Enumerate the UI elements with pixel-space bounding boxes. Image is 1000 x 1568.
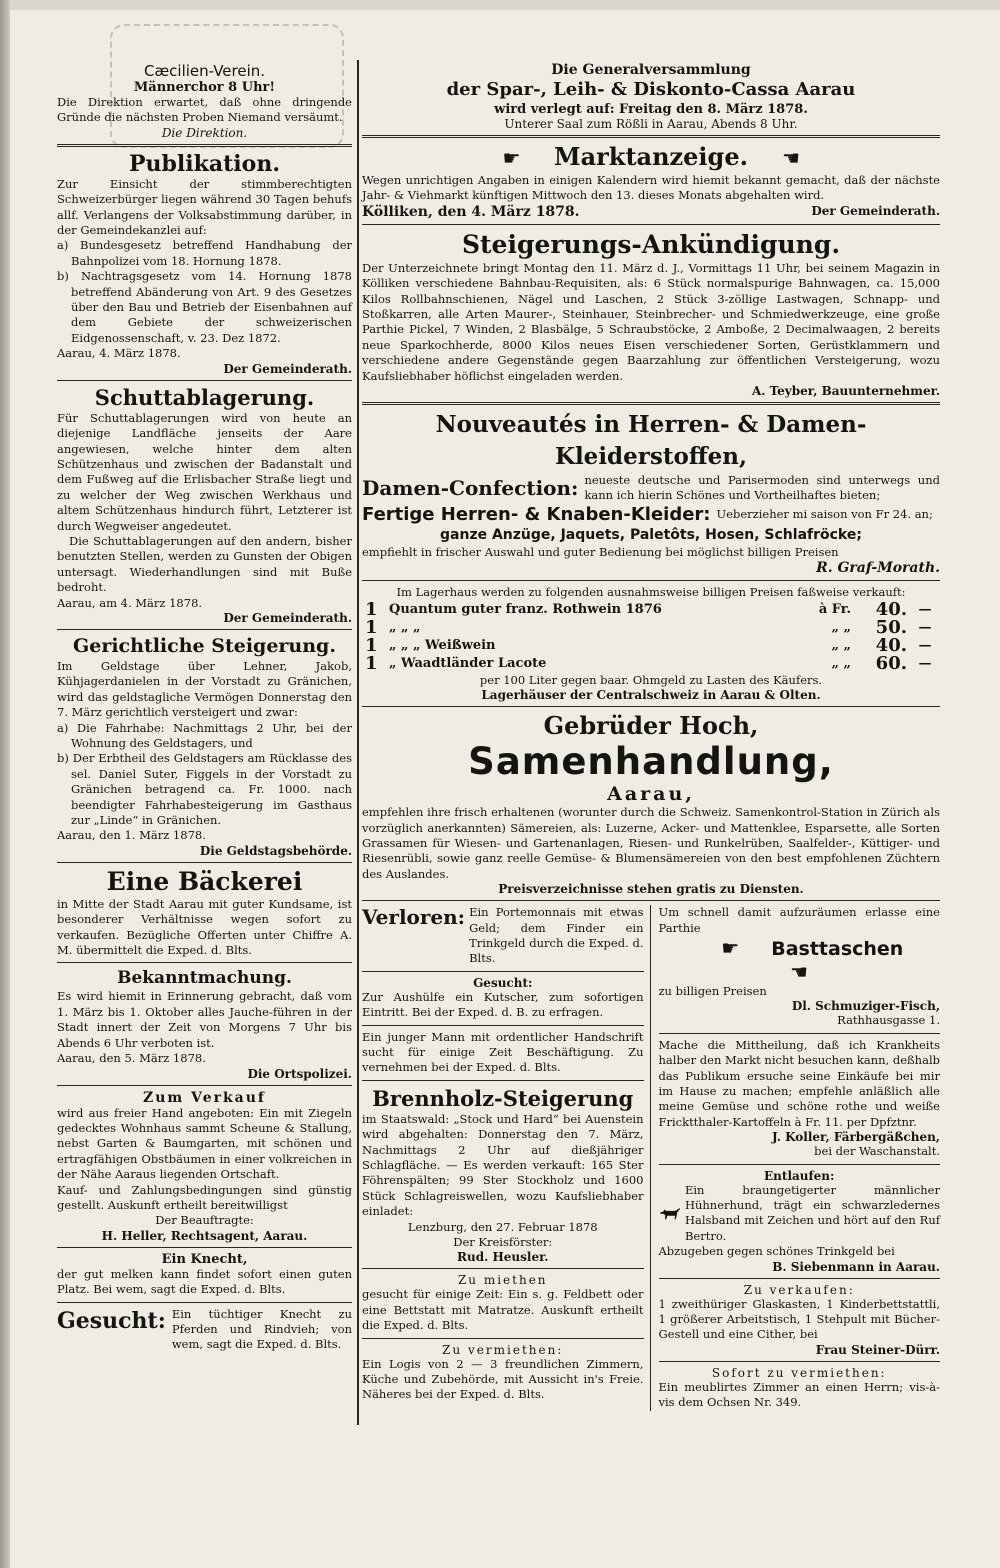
brennholz-role: Der Kreisförster:	[453, 1235, 553, 1250]
divider	[362, 706, 940, 707]
bekannt-title: Bekanntmachung.	[117, 968, 292, 989]
caecilien-sub: Männerchor 8 Uhr!	[133, 80, 276, 95]
brennholz-date: Lenzburg, den 27. Februar 1878	[407, 1219, 598, 1234]
baeckerei-notice	[57, 867, 352, 959]
wine-prefix: à Fr.	[818, 601, 851, 617]
page-edge	[0, 0, 10, 1568]
miethen-notice	[362, 1273, 644, 1333]
bekannt-signature: Die Ortspolizei.	[247, 1066, 352, 1081]
divider	[57, 144, 352, 147]
pointing-hand-icon: ☛	[721, 935, 740, 960]
verkauf-notice	[57, 1090, 352, 1243]
wine-prefix: „ „	[831, 637, 851, 653]
miethen-title: Zu miethen	[457, 1273, 548, 1288]
pointing-hand-icon: ☛	[790, 959, 809, 984]
publikation-intro: Zur Einsicht der stimmberechtigten Schweizerbürger liegen während 30 Tagen behufs allf. Verlangens der Volksabstimmung darüber, in der Gemeindekanzlei auf:	[57, 176, 352, 238]
wine-name: „ Waadtländer Lacote	[389, 655, 547, 671]
markt-signature: Der Gemeinderath.	[811, 203, 940, 218]
bekannt-date: Aarau, den 5. März 1878.	[57, 1051, 206, 1066]
wine-prefix: „ „	[831, 619, 851, 635]
divider	[362, 402, 940, 405]
divider	[57, 380, 352, 381]
gericht-notice	[57, 634, 352, 858]
publikation-signature: Der Gemeinderath.	[223, 361, 352, 376]
caecilien-signature: Die Direktion.	[161, 125, 248, 140]
publikation-notice	[57, 151, 352, 376]
koller-notice	[659, 1038, 941, 1160]
bekannt-notice	[57, 967, 352, 1080]
lagerhaus-notice	[362, 585, 940, 702]
basttaschen-body: zu billigen Preisen	[658, 983, 767, 998]
wine-price: 50.	[875, 616, 907, 638]
verkauf-agent: Der Beauftragte:	[155, 1213, 254, 1228]
divider	[659, 1164, 941, 1165]
steigerung-title: Steigerungs-Ankündigung.	[461, 229, 841, 259]
sofort-title: Sofort zu vermiethen:	[711, 1365, 887, 1380]
entlaufen-notice	[659, 1169, 941, 1274]
general-notice	[362, 62, 940, 131]
sofort-body: Ein meublirtes Zimmer an einen Herrn; vis-à-vis dem Ochsen Nr. 349.	[658, 1379, 940, 1410]
knecht-title: Ein Knecht,	[161, 1251, 248, 1267]
wine-name: „ „ „	[389, 619, 421, 635]
schutt-signature: Der Gemeinderath.	[223, 610, 352, 625]
zuverkaufen-signature: Frau Steiner-Dürr.	[815, 1342, 940, 1357]
gesucht-left-title: Gesucht:	[57, 1307, 166, 1334]
steigerung-body: Der Unterzeichnete bringt Montag den 11. März d. J., Vormittags 11 Uhr, bei seinem Magazin in Kölliken verschiedene Bahnbau-Requisiten, als: 6 Stück normalspurige Bahnwagen, ca. 15,000 Kilos Rollbahnschienen, Nägel und Laschen, 2 Stück 3-zöllige Lastwagen, Schnapp- und Stoßkarren, alle Arten Maurer-, Steinhauer, Steinbrecher- und Schmiedwerkzeuge, eine große Parthie Pickel, 7 Winden, 2 Blasbälge, 5 Schraubstöcke, 2 Amboße, 2 Decimalwaagen, 2 bereits neue Sparkochherde, 8000 Kilos neues Eisen verschiedener Sorten, Gerüstklammern und verschiedene andere Gegenstände gegen Baarzahlung zur öffentlichen Versteigerung, wozu Kaufsliebhaber höflichst eingeladen werden.	[362, 260, 940, 383]
knecht-body: der gut melken kann findet sofort einen guten Platz. Bei wem, sagt die Exped. d. Blts.	[57, 1266, 352, 1297]
schutt-title: Schuttablagerung.	[94, 384, 315, 410]
damen-text: neueste deutsche und Parisermoden sind unterwegs und kann ich hierin Schönes und Vortheilhaftes bieten;	[584, 473, 940, 503]
pointing-hand-icon: ☛	[781, 146, 800, 170]
vermiethen-body: Ein Logis von 2 — 3 freundlichen Zimmern, Küche und Zubehörde, mit Aussicht in's Freie. Näheres bei der Exped. d. Blts.	[362, 1356, 644, 1402]
divider	[362, 1080, 644, 1081]
brennholz-body: im Staatswald: „Stock und Hard“ bei Auenstein wird abgehalten: Donnerstag den 7. März, Nachmittags 2 Uhr auf dießjähriger Schlagfläche. — Es werden verkauft: 165 Ster Föhrenspälten; 99 Ster Stockholz und 1600 Stück Schlagreiswellen, wozu Kaufsliebhaber einladet:	[362, 1111, 644, 1219]
entlaufen-reward: Abzugeben gegen schönes Trinkgeld bei	[658, 1244, 895, 1259]
brennholz-title: Brennholz-Steigerung	[372, 1085, 634, 1111]
wine-dash: —	[918, 655, 932, 671]
wine-price: 40.	[875, 598, 907, 620]
caecilien-body: Die Direktion erwartet, daß ohne dringende Gründe die nächsten Proben Niemand versäumt.	[57, 95, 352, 125]
verloren-body: Ein Portemonnais mit etwas Geld; dem Finder ein Trinkgeld durch die Exped. d. Blts.	[469, 905, 644, 966]
gericht-item-b: b) Der Erbtheil des Geldstagers am Rücklasse des sel. Daniel Suter, Figgels in der Vorstadt zu Gränichen betragend ca. Fr. 1000. nach beendigter Fahrhabesteigerung im Gasthaus zur „Linde“ in Gränichen.	[57, 751, 352, 828]
verloren-notice	[362, 905, 644, 967]
divider	[659, 1033, 941, 1034]
left-column	[57, 62, 352, 1353]
verloren-title: Verloren:	[362, 905, 466, 930]
general-line-3: wird verlegt auf: Freitag den 8. März 1878.	[494, 102, 808, 117]
divider	[659, 1361, 941, 1362]
divider	[362, 135, 940, 138]
verkauf-body-2: Kauf- und Zahlungsbedingungen sind günstig gestellt. Auskunft ertheilt bereitwilligst	[57, 1182, 352, 1212]
wine-price: 60.	[875, 652, 907, 674]
wine-row	[362, 601, 940, 619]
koller-address: bei der Waschanstalt.	[814, 1144, 940, 1159]
bekannt-body: Es wird hiemit in Erinnerung gebracht, daß vom 1. März bis 1. Oktober alles Jauche-führen in der Stadt innert der Zeit von Morgens 7 Uhr bis Abends 6 Uhr verboten ist.	[57, 989, 352, 1050]
hoch-line-1: Gebrüder Hoch,	[543, 711, 759, 741]
wine-row	[362, 655, 940, 673]
gesucht-right-notice	[362, 976, 644, 1021]
entlaufen-body: Ein braungetigerter männlicher Hühnerhund, trägt ein schwarzledernes Halsband mit Zeichen und hört auf den Ruf Bertro.	[684, 1182, 940, 1243]
koller-body: Mache die Mittheilung, daß ich Krankheits halber den Markt nicht besuchen kann, deßhalb das Publikum ersuche seine Einkäufe bei mir im Hause zu machen; empfehle anläßlich alle meine Gemüse und schöne rothe und weiße Fricktthaler-Kartoffeln à Fr. 11. per Dpfztnr.	[658, 1037, 940, 1129]
general-line-4: Unterer Saal zum Rößli in Aarau, Abends 8 Uhr.	[504, 117, 798, 131]
divider	[57, 1247, 352, 1248]
gesucht-left-notice	[57, 1307, 352, 1353]
divider	[362, 580, 940, 581]
divider	[57, 862, 352, 863]
sofort-notice	[659, 1366, 941, 1411]
wine-dash: —	[918, 637, 932, 653]
wine-dash: —	[918, 619, 932, 635]
basttaschen-title: Basttaschen	[771, 937, 904, 960]
markt-body: Wegen unrichtigen Angaben in einigen Kalendern wird hiemit bekannt gemacht, daß der nächste Jahr- & Viehmarkt künftigen Mittwoch den 13. dieses Monats abgehalten wird.	[362, 173, 940, 203]
small-ads-right	[651, 905, 941, 1411]
markt-notice	[362, 142, 940, 220]
divider	[362, 900, 940, 901]
markt-title: Marktanzeige.	[554, 142, 748, 171]
wine-price-table	[362, 598, 940, 674]
divider	[57, 629, 352, 630]
lagerhaus-note: per 100 Liter gegen baar. Ohmgeld zu Lasten des Käufers.	[479, 672, 823, 687]
damen-title: Damen-Confection:	[362, 476, 579, 501]
pointing-hand-icon: ☛	[502, 146, 521, 170]
gericht-item-a: a) Die Fahrhabe: Nachmittags 2 Uhr, bei der Wohnung des Geldstagers, und	[57, 720, 352, 750]
verkauf-body: wird aus freier Hand angeboten: Ein mit Ziegeln gedecktes Wohnhaus sammt Scheune & Stallung, nebst Garten & Baumgarten, mit schönen und ertragfähigen Obstbäumen in einer volkreichen in der Nähe Aaraus liegenden Ortschaft.	[57, 1105, 352, 1182]
koller-signature: J. Koller, Färbergäßchen,	[772, 1130, 940, 1145]
lagerhaus-signature: Lagerhäuser der Centralschweiz in Aarau & Olten.	[481, 688, 821, 703]
wine-name: „ „ „ Weißwein	[389, 637, 496, 653]
hoch-line-3: Aarau,	[607, 783, 695, 806]
lagerhaus-intro: Im Lagerhaus werden zu folgenden ausnahmsweise billigen Preisen faßweise verkauft:	[396, 585, 906, 600]
publikation-title: Publikation.	[129, 150, 280, 177]
divider	[362, 1338, 644, 1339]
baeckerei-title: Eine Bäckerei	[106, 866, 303, 896]
divider	[57, 1085, 352, 1086]
wine-qty: 1	[365, 652, 378, 674]
basttaschen-notice	[659, 905, 941, 1029]
nouveau-notice	[362, 409, 940, 576]
column-rule	[357, 60, 359, 1425]
nouveau-body: empfiehlt in frischer Auswahl und guter Bedienung bei möglichst billigen Preisen	[362, 544, 839, 559]
nouveau-title: Nouveautés in Herren- & Damen-Kleiderstoffen,	[435, 411, 867, 471]
hoch-line-2: Samenhandlung,	[468, 740, 834, 784]
knecht-notice	[57, 1252, 352, 1298]
wine-qty: 1	[365, 616, 378, 638]
zuverkaufen-title: Zu verkaufen:	[743, 1282, 855, 1297]
publikation-date: Aarau, 4. März 1878.	[57, 346, 181, 361]
wine-name: Quantum guter franz. Rothwein 1876	[389, 601, 662, 617]
schutt-notice	[57, 385, 352, 625]
gesucht-right-body: Zur Aushülfe ein Kutscher, zum sofortigen Eintritt. Bei der Exped. d. B. zu erfragen.	[362, 989, 644, 1020]
brennholz-signature: Rud. Heusler.	[457, 1250, 549, 1265]
divider	[57, 1302, 352, 1303]
wine-row	[362, 637, 940, 655]
publikation-item-a: a) Bundesgesetz betreffend Handhabung der Bahnpolizei vom 18. Hornung 1878.	[57, 238, 352, 268]
vermiethen-notice	[362, 1343, 644, 1403]
small-ads-left	[362, 905, 651, 1411]
basttaschen-address: Rathhausgasse 1.	[837, 1013, 940, 1028]
fertige-title: Fertige Herren- & Knaben-Kleider:	[362, 503, 711, 525]
dog-icon	[659, 1193, 681, 1233]
gericht-title: Gerichtliche Steigerung.	[73, 634, 336, 657]
wine-price: 40.	[875, 634, 907, 656]
steigerung-signature: A. Teyber, Bauunternehmer.	[751, 384, 940, 399]
schutt-body-2: Die Schuttablagerungen auf den andern, bisher benutzten Stellen, werden zu Gunsten der Obigen untersagt. Wiederhandlungen sind mit Buße bedroht.	[57, 533, 352, 595]
gesucht-left-body: Ein tüchtiger Knecht zu Pferden und Rindvieh; von wem, sagt die Exped. d. Blts.	[171, 1306, 352, 1352]
hoch-body: empfehlen ihre frisch erhaltenen (worunter durch die Schweiz. Samenkontrol-Station in Zürich als vorzüglich anerkannten) Sämereien, als: Luzerne, Acker- und Mattenklee, Esparsette, alle Sorten Grassamen für Wiesen- und Gartenanlagen, Riesen- und Runkelrüben, Saalfelder-, Küttiger- und Riesenrübli, sowie ganz reelle Gemüse- & Blumensämereien von den best empfohlenen Züchtern des Auslandes.	[362, 805, 940, 881]
miethen-body: gesucht für einige Zeit: Ein s. g. Feldbett oder eine Bettstatt mit Matratze. Auskunft ertheilt die Exped. d. Blts.	[362, 1287, 644, 1333]
gericht-signature: Die Geldstagsbehörde.	[199, 843, 352, 858]
caecilien-title: Cæcilien-Verein.	[143, 62, 266, 80]
gericht-body: Im Geldstage über Lehner, Jakob, Kühjagerdanielen in der Vorstadt zu Gränichen, wird das geldstagliche Vermögen Donnerstag den 7. März gerichtlich versteigert und zwar:	[57, 658, 352, 720]
gericht-date: Aarau, den 1. März 1878.	[57, 828, 206, 843]
nouveau-signature: R. Graf-Morath.	[816, 560, 940, 577]
divider	[362, 224, 940, 225]
mann-body: Ein junger Mann mit ordentlicher Handschrift sucht für einige Zeit Beschäftigung. Zu vernehmen bei der Exped. d. Blts.	[362, 1029, 644, 1075]
basttaschen-intro: Um schnell damit aufzuräumen erlasse eine Parthie	[658, 905, 940, 935]
divider	[362, 1025, 644, 1026]
divider	[362, 971, 644, 972]
zuverkaufen-notice	[659, 1283, 941, 1357]
gesucht-right-title: Gesucht:	[473, 975, 533, 990]
right-column	[362, 62, 940, 1411]
steigerung-notice	[362, 229, 940, 398]
hoch-note: Preisverzeichnisse stehen gratis zu Diensten.	[498, 882, 804, 897]
baeckerei-body: in Mitte der Stadt Aarau mit guter Kundsame, ist besonderer Verhältnisse wegen sofort zu verkaufen. Bezügliche Offerten unter Chiffre A. M. übermittelt die Exped. d. Blts.	[57, 896, 352, 958]
general-line-2: der Spar-, Leih- & Diskonto-Cassa Aarau	[446, 79, 856, 100]
schutt-body-1: Für Schuttablagerungen wird von heute an diejenige Landfläche jenseits der Aare angewiesen, welche hinter dem alten Schützenhaus und zwischen der Badanstalt und dem Fußweg auf die Erlisbacher Straße liegt und zu welcher der Weg zwischen Werkhaus und altem Schützenhaus hindurch führt, Letzterer ist durch Wegweiser angedeutet.	[57, 410, 352, 533]
verkauf-signature: H. Heller, Rechtsagent, Aarau.	[101, 1228, 308, 1243]
entlaufen-signature: B. Siebenmann in Aarau.	[772, 1259, 940, 1274]
markt-place: Kölliken, den 4. März 1878.	[362, 203, 580, 220]
wine-row	[362, 619, 940, 637]
general-line-1: Die Generalversammlung	[551, 62, 751, 78]
wine-prefix: „ „	[831, 655, 851, 671]
caecilien-notice	[57, 62, 352, 140]
basttaschen-signature: Dl. Schmuziger-Fisch,	[791, 999, 940, 1014]
anzuege-line: ganze Anzüge, Jaquets, Paletôts, Hosen, Schlafröcke;	[440, 526, 862, 543]
divider	[362, 1268, 644, 1269]
divider	[57, 962, 352, 963]
brennholz-notice	[362, 1085, 644, 1265]
hoch-notice	[362, 711, 940, 896]
zuverkaufen-body: 1 zweithüriger Glaskasten, 1 Kinderbettstattli, 1 größerer Arbeitstisch, 1 Stehpult mit Bücher-Gestell und eine Cither, bei	[658, 1296, 940, 1342]
wine-dash: —	[918, 601, 932, 617]
publikation-item-b: b) Nachtragsgesetz vom 14. Hornung 1878 betreffend Abänderung von Art. 9 des Gesetzes über den Bau und Betrieb der Eisenbahnen auf dem Gebiete der schweizerischen Eidgenossenschaft, v. 23. Dez 1872.	[57, 269, 352, 345]
small-ads	[362, 905, 940, 1411]
schutt-date: Aarau, am 4. März 1878.	[57, 595, 203, 610]
divider	[659, 1278, 941, 1279]
vermiethen-title: Zu vermiethen:	[442, 1342, 564, 1357]
wine-qty: 1	[365, 598, 378, 620]
verkauf-title: Zum Verkauf	[143, 1089, 266, 1106]
entlaufen-title: Entlaufen:	[764, 1168, 835, 1183]
fertige-text: Ueberzieher mi saison von Fr 24. an;	[716, 506, 933, 521]
wine-qty: 1	[365, 634, 378, 656]
